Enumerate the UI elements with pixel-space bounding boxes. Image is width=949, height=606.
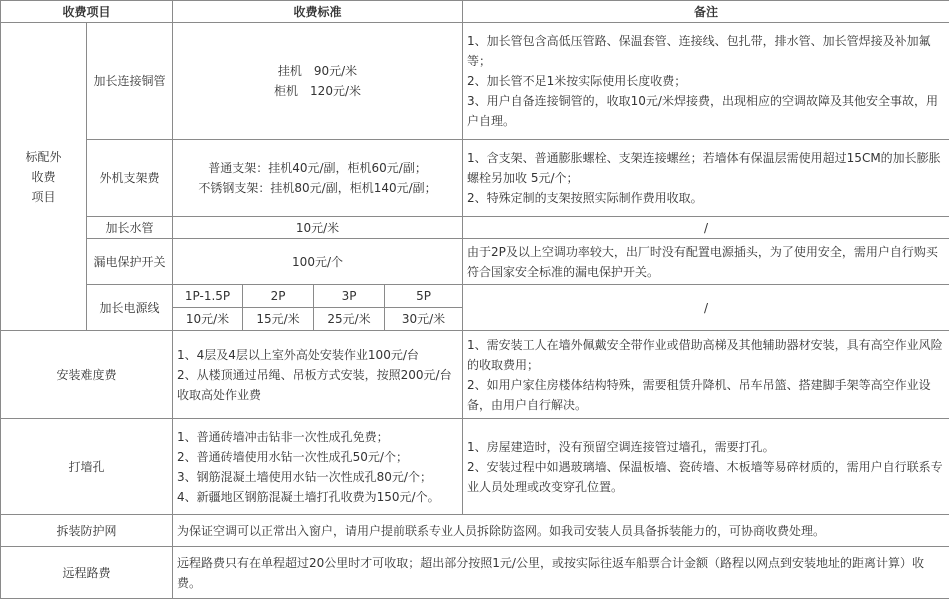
copper-name: 加长连接铜管 — [87, 23, 173, 140]
power-value: 10元/米 — [173, 308, 243, 331]
note-line: 1、需安装工人在墙外佩戴安全带作业或借助高梯及其他辅助器材安装，具有高空作业风险的收取费用； — [467, 337, 943, 372]
row-bracket — [1, 140, 949, 217]
power-value: 30元/米 — [385, 308, 463, 331]
difficulty-standard — [173, 331, 463, 419]
power-name: 加长电源线 — [87, 285, 173, 331]
distance-name: 远程路费 — [1, 547, 173, 599]
header-row — [1, 1, 949, 23]
drill-name: 打墙孔 — [1, 419, 173, 515]
drain-note: / — [463, 217, 949, 239]
standard-line: 不锈钢支架：挂机80元/副，柜机140元/副； — [198, 181, 437, 195]
header-note: 备注 — [463, 1, 949, 23]
row-leak-switch — [1, 239, 949, 285]
note-line: 2、如用户家住房楼体结构特殊，需要租赁升降机、吊车吊篮、搭建脚手架等高空作业设备，由用户自行解决。 — [467, 377, 931, 412]
note-line: 3、用户自备连接铜管的，收取10元/米焊接费，出现相应的空调故障及其他安全事故，用户自理。 — [467, 94, 938, 128]
group-label-line: 收费 — [31, 169, 56, 184]
row-net — [1, 515, 949, 547]
copper-standard — [173, 23, 463, 140]
row-drain — [1, 217, 949, 239]
distance-text: 远程路费只有在单程超过20公里时才可收取；超出部分按照1元/公里，或按实际往返车船票合计金额（路程以网点到安装地址的距离计算）收费。 — [173, 547, 949, 599]
standard-line: 2、普通砖墙使用水钻一次性成孔50元/个； — [177, 449, 408, 464]
row-power-line — [1, 285, 949, 308]
standard-line: 柜机 120元/米 — [274, 84, 361, 98]
standard-line: 挂机 90元/米 — [277, 64, 358, 78]
row-distance — [1, 547, 949, 599]
group-label — [1, 23, 87, 331]
group-label-line: 项目 — [31, 189, 56, 204]
drain-standard: 10元/米 — [173, 217, 463, 239]
standard-line: 1、普通砖墙冲击钻非一次性成孔免费； — [177, 429, 389, 444]
power-value: 25元/米 — [314, 308, 385, 331]
leak-note: 由于2P及以上空调功率较大，出厂时没有配置电源插头，为了使用安全，需用户自行购买符合国家安全标准的漏电保护开关。 — [463, 239, 949, 285]
note-line: 1、加长管包含高低压管路、保温套管、连接线、包扎带，排水管、加长管焊接及补加氟等； — [467, 34, 931, 68]
drain-name: 加长水管 — [87, 217, 173, 239]
bracket-standard — [173, 140, 463, 217]
standard-line: 3、钢筋混凝土墙使用水钻一次性成孔80元/个； — [177, 469, 432, 484]
copper-note — [463, 23, 949, 140]
row-copper-pipe — [1, 23, 949, 140]
bracket-note — [463, 140, 949, 217]
power-header: 3P — [314, 285, 385, 308]
note-line: 2、特殊定制的支架按照实际制作费用收取。 — [467, 191, 703, 205]
header-item: 收费项目 — [1, 1, 173, 23]
note-line: 2、安装过程中如遇玻璃墙、保温板墙、瓷砖墙、木板墙等易碎材质的，需用户自行联系专业人员处理或改变穿孔位置。 — [467, 459, 943, 494]
group-label-line: 标配外 — [25, 149, 62, 164]
net-name: 拆装防护网 — [1, 515, 173, 547]
drill-note — [463, 419, 949, 515]
standard-line: 普通支架：挂机40元/副，柜机60元/副； — [208, 161, 427, 175]
power-value: 15元/米 — [243, 308, 314, 331]
standard-line: 1、4层及4层以上室外高处安装作业100元/台 — [177, 347, 419, 362]
difficulty-note — [463, 331, 949, 419]
power-note: / — [463, 285, 949, 331]
header-standard: 收费标准 — [173, 1, 463, 23]
note-line: 1、含支架、普通膨胀螺栓、支架连接螺丝；若墙体有保温层需使用超过15CM的加长膨胀螺栓另加收 5元/个； — [467, 151, 941, 185]
net-text: 为保证空调可以正常出入窗户，请用户提前联系专业人员拆除防盗网。如我司安装人员具备拆装能力的，可协商收费处理。 — [173, 515, 949, 547]
power-header: 1P-1.5P — [173, 285, 243, 308]
drill-standard — [173, 419, 463, 515]
note-line: 1、房屋建造时，没有预留空调连接管过墙孔，需要打孔。 — [467, 439, 775, 454]
standard-line: 4、新疆地区钢筋混凝土墙打孔收费为150元/个。 — [177, 489, 440, 504]
note-line: 2、加长管不足1米按实际使用长度收费； — [467, 74, 687, 88]
row-difficulty — [1, 331, 949, 419]
row-drill — [1, 419, 949, 515]
power-header: 5P — [385, 285, 463, 308]
difficulty-name: 安装难度费 — [1, 331, 173, 419]
leak-standard: 100元/个 — [173, 239, 463, 285]
standard-line: 2、从楼顶通过吊绳、吊板方式安装，按照200元/台收取高处作业费 — [177, 367, 452, 402]
leak-name: 漏电保护开关 — [87, 239, 173, 285]
power-header: 2P — [243, 285, 314, 308]
bracket-name: 外机支架费 — [87, 140, 173, 217]
